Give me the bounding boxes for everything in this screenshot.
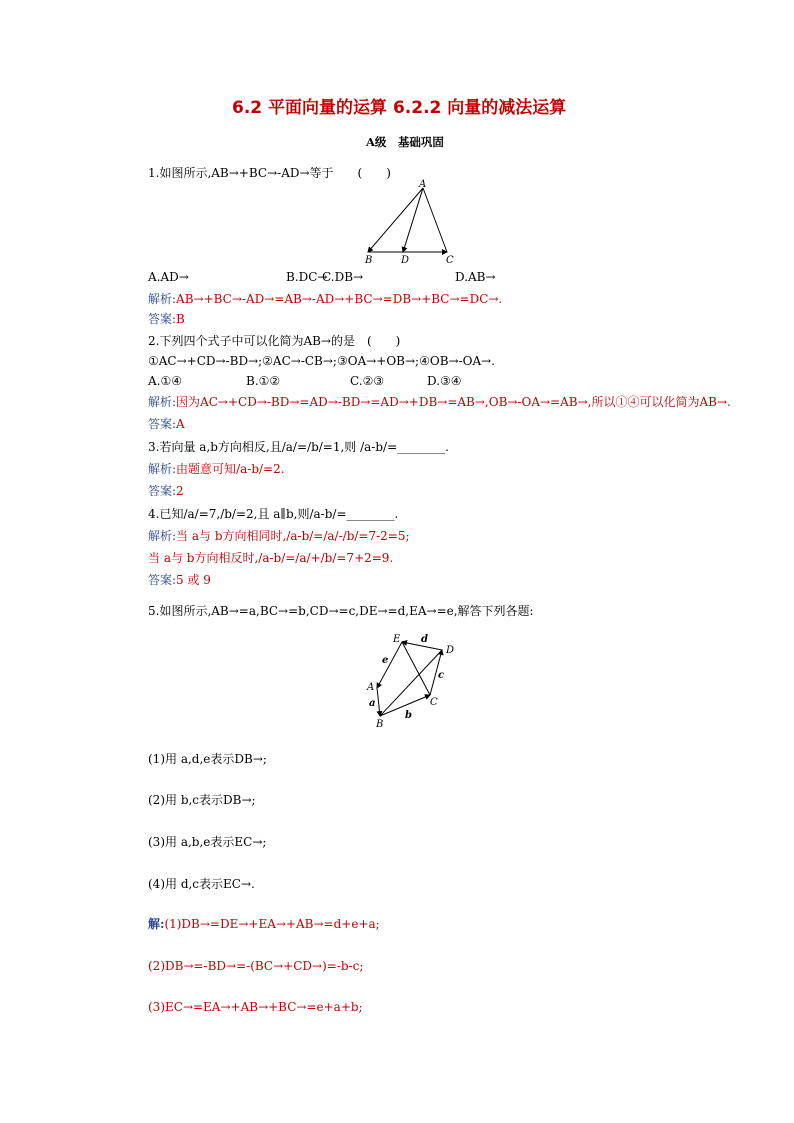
q3-analysis-label: 解析: (148, 462, 177, 476)
q1-answer-label: 答案: (148, 312, 177, 326)
q3-analysis (148, 461, 285, 477)
q2-analysis (148, 394, 731, 410)
q5-solution-1 (148, 916, 380, 932)
q5-solution-3: (3)EC→=EA→+AB→+BC→=e+a+b; (148, 1000, 363, 1014)
q1-answer (148, 311, 185, 327)
q1-analysis (148, 291, 502, 307)
q2-answer-label: 答案: (148, 417, 177, 431)
q5-label-e: e (382, 655, 389, 666)
q2-items: ①AC→+CD→-BD→;②AC→-CB→;③OA→+OB→;④OB→-OA→. (148, 354, 495, 368)
q5-label-c: c (438, 670, 445, 681)
q1-triangle-figure (355, 178, 465, 266)
q4-answer (148, 572, 211, 588)
q5-label-C: C (430, 697, 438, 708)
q5-part-3: (3)用 a,b,e表示EC→; (148, 835, 267, 849)
q5-label-a: a (369, 698, 376, 709)
q5-label-b: b (405, 710, 412, 721)
q5-solution-2: (2)DB→=-BD→=-(BC→+CD→)=-b-c; (148, 959, 364, 973)
q3-stem: 3.若向量 a,b方向相反,且/a/=/b/=1,则 /a-b/=________. (148, 440, 449, 454)
q1-option-a: A.AD→ (148, 270, 189, 284)
q1-option-b: B.DC→ (286, 270, 328, 284)
q1-label-A: A (419, 179, 427, 190)
q4-analysis-label: 解析: (148, 529, 177, 543)
q5-solution-text-1: (1)DB→=DE→+EA→+AB→=d+e+a; (164, 917, 380, 931)
q3-answer (148, 483, 184, 499)
q1-stem: 1.如图所示,AB→+BC→-AD→等于 ( ) (148, 166, 391, 180)
page-title: 6.2 平面向量的运算 6.2.2 向量的减法运算 (232, 98, 567, 118)
q5-part-4: (4)用 d,c表示EC→. (148, 877, 255, 891)
q3-answer-value: 2 (176, 484, 184, 498)
q3-analysis-intro: 由题意可知 (176, 462, 237, 476)
q2-analysis-intro: 因为 (176, 395, 201, 409)
q2-option-a: A.①④ (148, 374, 182, 388)
q5-part-2: (2)用 b,c表示DB→; (148, 793, 256, 807)
q5-label-A: A (367, 682, 375, 693)
q3-analysis-text: /a-b/=2. (236, 462, 285, 476)
section-subtitle: A级 基础巩固 (366, 135, 444, 149)
q2-analysis-label: 解析: (148, 395, 177, 409)
q1-analysis-label: 解析: (148, 292, 177, 306)
q1-analysis-text: AB→+BC→-AD→=AB→-AD→+BC→=DB→+BC→=DC→. (176, 292, 503, 306)
q2-option-b: B.①② (246, 374, 281, 388)
q5-label-D: D (446, 645, 455, 656)
q2-answer (148, 416, 185, 432)
q5-label-d: d (421, 634, 428, 645)
q5-label-B: B (376, 719, 384, 730)
q2-option-d: D.③④ (427, 374, 462, 388)
q5-label-E: E (393, 634, 401, 645)
q4-answer-label: 答案: (148, 573, 177, 587)
q4-analysis-1 (148, 528, 410, 544)
q4-answer-value: 5 或 9 (176, 573, 211, 587)
q2-analysis-tail: 所以①④可以化简为AB→. (591, 395, 731, 409)
q2-analysis-text: AC→+CD→-BD→=AD→-BD→=AD→+DB→=AB→,OB→-OA→=AB→, (200, 395, 592, 409)
q4-analysis-line2: 当 a与 b方向相反时,/a-b/=/a/+/b/=7+2=9. (148, 551, 394, 565)
q1-option-d: D.AB→ (455, 270, 496, 284)
q4-stem: 4.已知/a/=7,/b/=2,且 a∥b,则/a-b/=________. (148, 507, 399, 521)
q2-stem: 2.下列四个式子中可以化简为AB→的是 ( ) (148, 334, 401, 348)
q1-label-C: C (446, 255, 454, 266)
q5-stem: 5.如图所示,AB→=a,BC→=b,CD→=c,DE→=d,EA→=e,解答下列各题: (148, 604, 534, 618)
q5-pentagon-figure (360, 628, 470, 733)
q5-part-1: (1)用 a,d,e表示DB→; (148, 752, 267, 766)
q1-label-D: D (401, 255, 410, 266)
q5-solution-label: 解: (148, 917, 165, 931)
q3-answer-label: 答案: (148, 484, 177, 498)
q1-option-c: C.DB→ (322, 270, 364, 284)
q2-option-c: C.②③ (350, 374, 385, 388)
q1-label-B: B (365, 255, 373, 266)
q4-analysis-line1: 当 a与 b方向相同时,/a-b/=/a/-/b/=7-2=5; (176, 529, 410, 543)
q2-answer-value: A (176, 417, 185, 431)
q1-answer-value: B (176, 312, 185, 326)
